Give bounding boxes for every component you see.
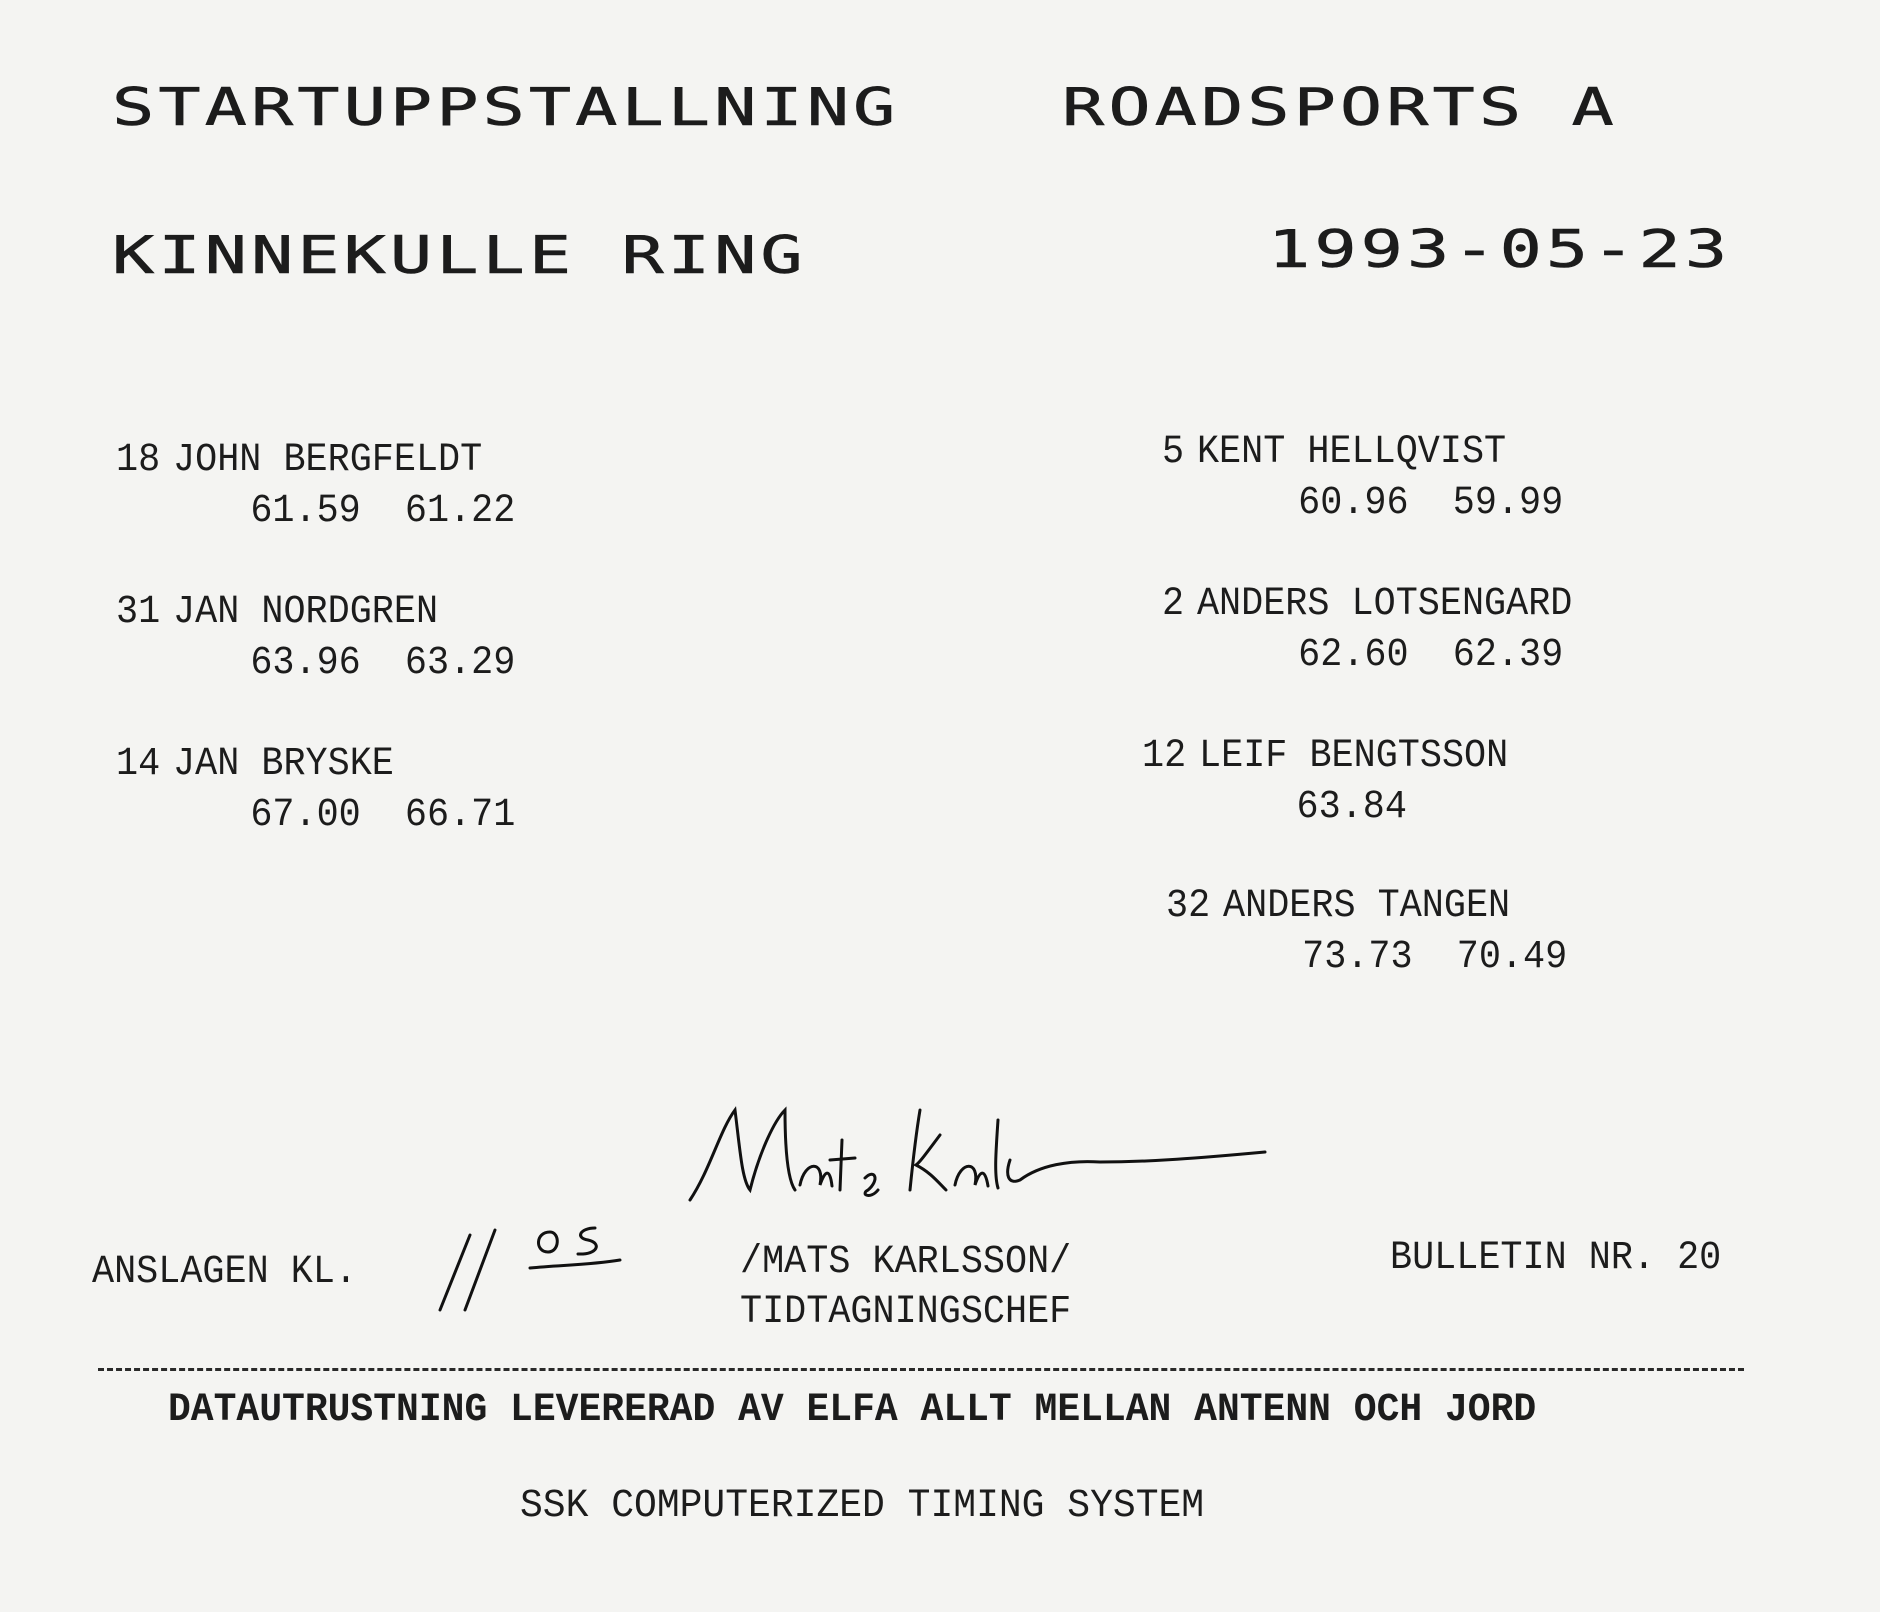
document-title: STARTUPPSTALLNING [112, 78, 900, 138]
grid-entry [1162, 582, 1572, 678]
lap-time: 59.99 [1452, 481, 1564, 526]
driver-name: JAN BRYSKE [173, 742, 394, 787]
grid-entry [116, 438, 515, 534]
grid-entry [116, 590, 515, 686]
lap-time: 67.00 [250, 793, 361, 838]
car-number: 31 [116, 590, 161, 635]
lap-time: 62.60 [1298, 633, 1409, 678]
sponsor-line: DATAUTRUSTNING LEVERERAD AV ELFA ALLT MELLAN ANTENN OCH JORD [168, 1388, 1537, 1433]
car-number: 14 [116, 742, 161, 787]
grid-entry [1162, 430, 1563, 526]
dashed-divider [98, 1368, 1744, 1371]
handwritten-posted-time [430, 1210, 630, 1330]
grid-entry [116, 742, 515, 838]
lap-time: 73.73 [1302, 935, 1413, 980]
lap-time: 62.39 [1452, 633, 1564, 678]
lap-time: 63.96 [250, 641, 361, 686]
lap-time: 60.96 [1298, 481, 1409, 526]
race-class: ROADSPORTS A [1062, 78, 1618, 138]
event-date: 1993-05-23 [1268, 220, 1732, 280]
driver-name: KENT HELLQVIST [1196, 430, 1507, 475]
lap-time: 70.49 [1456, 935, 1568, 980]
venue-name: KINNEKULLE RING [112, 226, 807, 286]
driver-name: ANDERS LOTSENGARD [1196, 582, 1573, 627]
driver-name: JOHN BERGFELDT [173, 438, 483, 483]
handwritten-signature [680, 1090, 1280, 1230]
car-number: 2 [1162, 582, 1185, 627]
lap-time: 61.59 [250, 489, 361, 534]
car-number: 18 [116, 438, 161, 483]
grid-entry [1142, 734, 1508, 830]
driver-name: ANDERS TANGEN [1223, 884, 1511, 929]
car-number: 32 [1166, 884, 1211, 929]
official-title: TIDTAGNINGSCHEF [740, 1290, 1072, 1335]
driver-name: JAN NORDGREN [173, 590, 439, 635]
car-number: 12 [1142, 734, 1187, 779]
posted-label: ANSLAGEN KL. [92, 1250, 358, 1295]
car-number: 5 [1162, 430, 1185, 475]
grid-entry [1166, 884, 1567, 980]
lap-time: 61.22 [404, 489, 516, 534]
lap-time: 66.71 [404, 793, 516, 838]
lap-time: 63.29 [404, 641, 516, 686]
lap-time: 63.84 [1296, 785, 1407, 830]
driver-name: LEIF BENGTSSON [1199, 734, 1509, 779]
official-name: /MATS KARLSSON/ [740, 1240, 1072, 1285]
timing-system-line: SSK COMPUTERIZED TIMING SYSTEM [520, 1484, 1205, 1529]
bulletin-number: BULLETIN NR. 20 [1390, 1236, 1722, 1281]
